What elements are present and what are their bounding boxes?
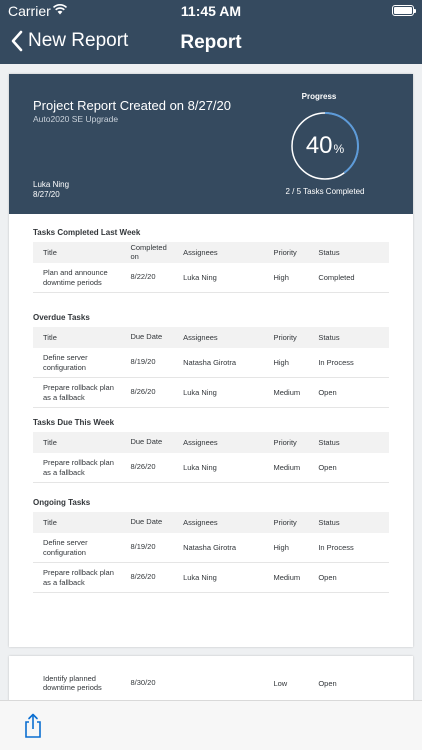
bottom-toolbar <box>0 700 422 750</box>
report-owner: Luka Ning <box>33 180 70 189</box>
column-header-status: Status <box>318 248 340 257</box>
column-header-status: Status <box>318 438 340 447</box>
cell-date: 8/22/20 <box>130 272 156 282</box>
clock: 11:45 AM <box>180 3 242 19</box>
table-row[interactable] <box>33 348 389 378</box>
section-heading: Tasks Completed Last Week <box>33 228 141 237</box>
task-section <box>33 418 389 483</box>
battery-icon <box>392 5 414 16</box>
cell-priority: Low <box>273 678 288 688</box>
progress-unit: % <box>333 142 345 156</box>
cell-status: Completed <box>318 273 355 282</box>
cell-priority: Medium <box>273 573 301 582</box>
nav-row <box>0 26 422 62</box>
column-header-assignees: Assignees <box>183 518 218 527</box>
cell-assignees: Natasha Girotra <box>183 358 237 367</box>
cell-date: 8/26/20 <box>130 572 156 582</box>
column-header-date: Due Date <box>130 437 163 447</box>
table-header <box>33 242 389 263</box>
next-card-table <box>33 668 389 698</box>
column-header-title: Title <box>43 517 57 527</box>
column-header-status: Status <box>318 518 340 527</box>
column-header-assignees: Assignees <box>183 333 218 342</box>
cell-date: 8/26/20 <box>130 387 156 397</box>
task-section <box>33 498 389 593</box>
task-section <box>33 313 389 408</box>
cell-status: In Process <box>318 358 354 367</box>
table-row[interactable] <box>33 668 389 698</box>
table-header <box>33 327 389 348</box>
page-title: Report <box>180 32 242 53</box>
cell-status: Open <box>318 388 337 397</box>
back-button-label: New Report <box>28 30 129 51</box>
report-subtitle: Auto2020 SE Upgrade <box>33 114 119 124</box>
table-row[interactable] <box>33 378 389 408</box>
cell-priority: High <box>273 543 289 552</box>
cell-date: 8/30/20 <box>130 677 156 687</box>
column-header-priority: Priority <box>273 438 297 447</box>
cell-status: In Process <box>318 543 354 552</box>
column-header-date: Due Date <box>130 517 163 527</box>
cell-title: Define server configuration <box>43 538 88 557</box>
cell-date: 8/19/20 <box>130 357 156 367</box>
task-section <box>33 228 389 293</box>
section-heading: Ongoing Tasks <box>33 498 91 507</box>
column-header-date: Completed on <box>130 243 167 261</box>
cell-assignees: Luka Ning <box>183 273 217 282</box>
column-header-assignees: Assignees <box>183 438 218 447</box>
status-bar <box>0 0 422 22</box>
cell-priority: Medium <box>273 388 301 397</box>
section-heading: Tasks Due This Week <box>33 418 115 427</box>
table-header <box>33 512 389 533</box>
column-header-priority: Priority <box>273 518 297 527</box>
column-header-priority: Priority <box>273 333 297 342</box>
cell-title: Prepare rollback plan as a fallback <box>43 568 114 587</box>
cell-date: 8/26/20 <box>130 462 156 472</box>
cell-title: Prepare rollback plan as a fallback <box>43 383 114 402</box>
cell-priority: High <box>273 358 289 367</box>
column-header-title: Title <box>43 332 57 342</box>
cell-status: Open <box>318 678 337 688</box>
progress-label: Progress <box>301 92 337 101</box>
column-header-status: Status <box>318 333 340 342</box>
cell-assignees: Luka Ning <box>183 388 217 397</box>
share-icon[interactable] <box>22 713 44 739</box>
cell-status: Open <box>318 463 337 472</box>
report-title: Project Report Created on 8/27/20 <box>33 98 232 113</box>
cell-status: Open <box>318 573 337 582</box>
column-header-date: Due Date <box>130 332 163 342</box>
cell-priority: High <box>273 273 289 282</box>
carrier-label: Carrier <box>8 3 51 19</box>
table-row[interactable] <box>33 563 389 593</box>
cell-priority: Medium <box>273 463 301 472</box>
column-header-title: Title <box>43 247 57 257</box>
table-row[interactable] <box>33 453 389 483</box>
cell-date: 8/19/20 <box>130 542 156 552</box>
cell-title: Prepare rollback plan as a fallback <box>43 458 114 477</box>
section-heading: Overdue Tasks <box>33 313 90 322</box>
column-header-assignees: Assignees <box>183 248 218 257</box>
progress-value <box>290 111 360 181</box>
cell-title: Identify planned downtime periods <box>43 673 102 692</box>
table-row[interactable] <box>33 263 389 293</box>
report-date: 8/27/20 <box>33 190 60 199</box>
report-header <box>9 74 413 214</box>
table-header <box>33 432 389 453</box>
column-header-title: Title <box>43 437 57 447</box>
navigation-bar <box>0 0 422 64</box>
cell-assignees: Luka Ning <box>183 573 217 582</box>
report-card <box>9 74 413 647</box>
cell-assignees: Luka Ning <box>183 463 217 472</box>
cell-title: Define server configuration <box>43 353 88 372</box>
progress-number: 40 <box>305 132 333 159</box>
tasks-summary: 2 / 5 Tasks Completed <box>285 187 365 196</box>
column-header-priority: Priority <box>273 248 297 257</box>
cell-assignees: Natasha Girotra <box>183 543 237 552</box>
table-row[interactable] <box>33 533 389 563</box>
cell-title: Plan and announce downtime periods <box>43 268 108 287</box>
